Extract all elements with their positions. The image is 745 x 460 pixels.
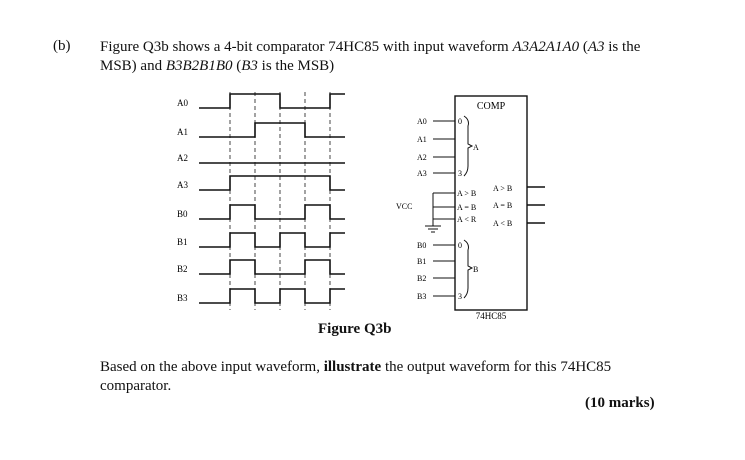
waveform-B1 xyxy=(199,233,345,247)
chip-b-input-label: B0 xyxy=(417,241,427,250)
output-gt-label: A > B xyxy=(493,184,513,193)
vcc-label: VCC xyxy=(396,202,413,211)
waveform-A1 xyxy=(199,123,345,137)
waveform-label: B1 xyxy=(177,237,188,247)
instruction-bold: illustrate xyxy=(323,359,382,375)
instruction-post: the output waveform for this 74HC85 comparator. xyxy=(100,359,612,394)
q-line1-mid: ( xyxy=(579,39,588,55)
q-line2-pre: MSB) and xyxy=(100,58,166,74)
chip-b-input-label: B1 xyxy=(417,257,427,266)
waveform-label: B2 xyxy=(177,264,188,274)
b-msb: B3 xyxy=(241,58,258,74)
output-lt-label: A < B xyxy=(493,219,513,228)
chip-part: 74HC85 xyxy=(475,311,507,321)
b-bit-high: 3 xyxy=(458,292,462,301)
chip-a-input-label: A3 xyxy=(417,169,427,178)
comparator-chip xyxy=(396,96,545,321)
a-bit-low: 0 xyxy=(458,117,462,126)
marks-label: (10 marks) xyxy=(585,395,655,411)
q-line1-post: is the xyxy=(604,39,641,55)
cascade-input-gt: A > B xyxy=(457,189,477,198)
b-bits: B3B2B1B0 xyxy=(165,58,233,74)
chip-a-input-label: A0 xyxy=(417,117,427,126)
cascade-input-eq: A = B xyxy=(457,203,477,212)
chip-a-input-label: A2 xyxy=(417,153,427,162)
waveform-label: A1 xyxy=(177,127,188,137)
a-msb: A3 xyxy=(587,39,605,55)
waveform-A3 xyxy=(199,176,345,190)
a-bit-high: 3 xyxy=(458,169,462,178)
cascade-input-lt: A < R xyxy=(457,215,477,224)
waveform-label: A3 xyxy=(177,180,188,190)
b-bit-low: 0 xyxy=(458,241,462,250)
chip-title: COMP xyxy=(476,101,506,112)
chip-b-input-label: B3 xyxy=(417,292,427,301)
waveform-label: A0 xyxy=(177,98,188,108)
waveform-diagram xyxy=(177,92,345,310)
chip-b-input-label: B2 xyxy=(417,274,427,283)
q-line2-mid: ( xyxy=(232,58,242,74)
waveform-label: B3 xyxy=(177,293,188,303)
instruction-pre: Based on the above input waveform, xyxy=(100,359,324,375)
q-line2-post: is the MSB) xyxy=(257,58,335,74)
a-group-label: A xyxy=(473,143,479,152)
waveform-B3 xyxy=(199,289,345,303)
b-brace xyxy=(464,240,472,298)
q-line1-pre: Figure Q3b shows a 4-bit comparator 74HC85 with input waveform xyxy=(100,39,513,55)
waveform-label: A2 xyxy=(177,153,188,163)
waveform-B0 xyxy=(199,205,345,219)
waveform-B2 xyxy=(199,260,345,274)
question-label: (b) xyxy=(53,38,71,54)
output-eq-label: A = B xyxy=(493,201,513,210)
figure-caption: Figure Q3b xyxy=(318,321,392,337)
b-group-label: B xyxy=(473,265,479,274)
waveform-label: B0 xyxy=(177,209,188,219)
a-bits: A3A2A1A0 xyxy=(512,39,580,55)
chip-a-input-label: A1 xyxy=(417,135,427,144)
a-brace xyxy=(464,116,472,176)
instruction-text xyxy=(100,358,680,396)
waveform-A0 xyxy=(199,94,345,108)
